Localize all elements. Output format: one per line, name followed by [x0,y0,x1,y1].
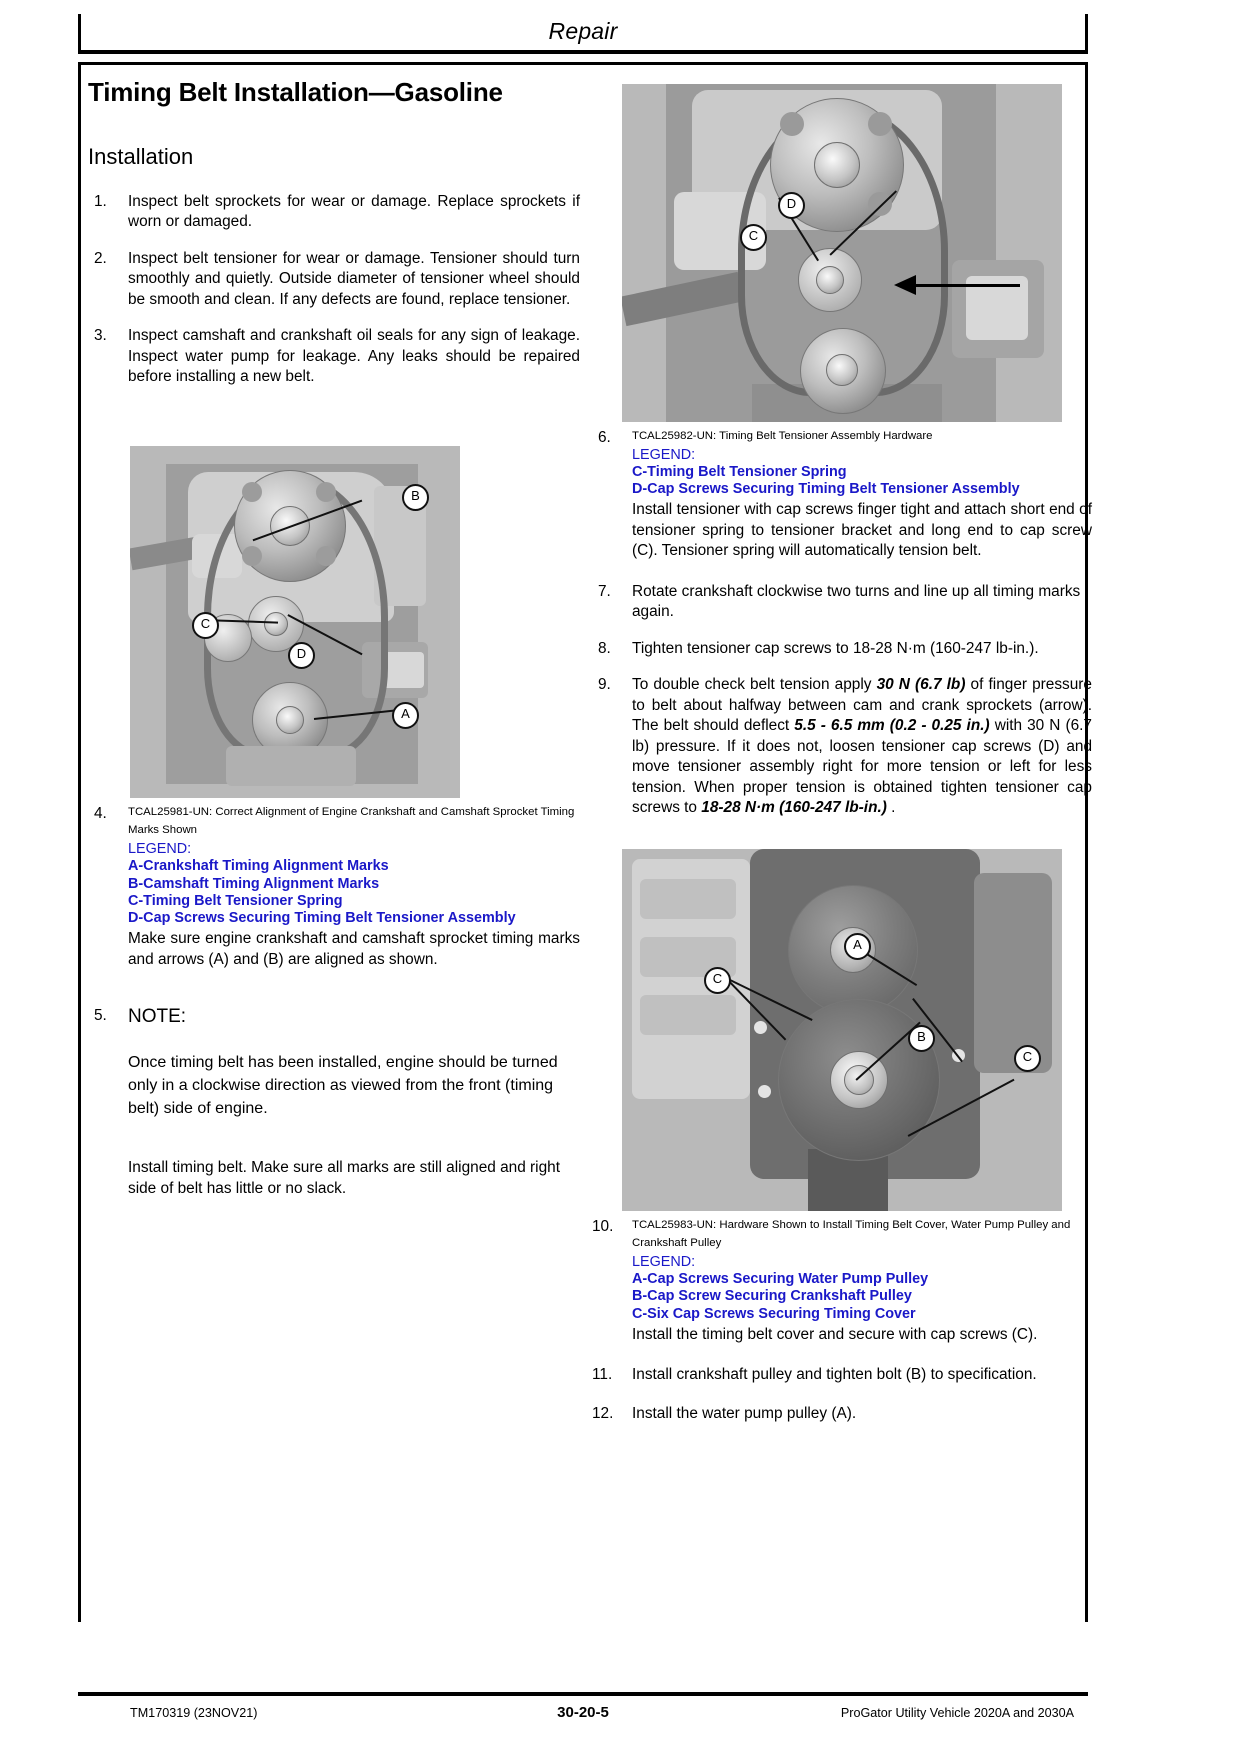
step9-part2: of finger pressure to belt about halfway between cam and crank sprockets (arrow). The belt should deflect [632,676,1092,735]
figure2-legend [632,447,1092,499]
figure1-legend [128,841,580,927]
step9-spec3: 18-28 N·m (160-247 lb-in.) [701,799,887,817]
page-title: Timing Belt Installation—Gasoline [88,77,503,107]
footer-divider [78,1692,1088,1696]
right-column [592,72,1092,1424]
legend-item-c: C-Timing Belt Tensioner Spring [128,892,343,909]
step-number: 12. [592,1404,614,1422]
step-number: 9. [598,676,611,694]
list-item [592,1404,1092,1424]
step-list-right [592,582,1092,819]
step9-part4: . [886,799,896,817]
legend-item-c: C-Six Cap Screws Securing Timing Cover [632,1305,916,1322]
step-list-tail [592,1365,1092,1424]
legend-item-d: D-Cap Screws Securing Timing Belt Tensioner Assembly [632,481,1020,498]
figure3-caption-row [592,1217,1092,1346]
footer-product-name: ProGator Utility Vehicle 2020A and 2030A [840,1706,1074,1720]
callout-b: B [908,1025,935,1052]
step-number: 4. [94,804,107,822]
figure3-caption-line2: Crankshaft Pulley [632,1237,722,1250]
figure3-caption: TCAL25983-UN: Hardware Shown to Install Timing Belt Cover, Water Pump Pulley and [632,1218,1071,1231]
note-label: NOTE: [128,1006,187,1028]
list-item [88,192,580,233]
legend-item-b: B-Cap Screw Securing Crankshaft Pulley [632,1288,912,1305]
figure2-body-text: Install tensioner with cap screws finger tight and attach short end of tensioner spring to tensioner bracket and long end to cap screw (C). Tensioner spring will automatically tension belt. [632,501,1092,560]
figure1-caption: TCAL25981-UN: Correct Alignment of Engine Crankshaft and Camshaft Sprocket Timing [128,805,575,818]
step-number: 10. [592,1217,614,1235]
step-number: 2. [94,249,107,267]
callout-c-left: C [704,967,731,994]
list-item [592,639,1092,659]
step-text: Inspect belt sprockets for wear or damage. Replace sprockets if worn or damaged. [128,193,580,231]
step9-spec2: 5.5 - 6.5 mm (0.2 - 0.25 in.) [794,717,990,735]
page-footer [78,1706,1088,1736]
left-column [88,72,580,1199]
callout-b: B [402,484,429,511]
callout-d: D [778,192,805,219]
step-number: 8. [598,639,611,657]
legend-heading: LEGEND: [128,840,192,857]
list-item [88,249,580,310]
callout-c: C [192,612,219,639]
note-text: Once timing belt has been installed, engine should be turned only in a clockwise direction as viewed from the front (timing belt) side of engine. [128,1054,558,1117]
step9-part3: with 30 N (6.7 lb) pressure. If it does not, loosen tensioner cap screws (D) and move tensioner assembly right for more tension or left for less tension. When proper tension is obtained tighten tensioner cap screws to [632,717,1092,817]
step-number: 1. [94,193,107,210]
figure2-caption: TCAL25982-UN: Timing Belt Tensioner Assembly Hardware [632,430,933,442]
footer-page-number: 30-20-5 [557,1704,609,1721]
step-text: Inspect camshaft and crankshaft oil seals for any sign of leakage. Inspect water pump for leakage. Any leaks should be repaired before installing a new belt. [128,327,580,386]
step-text: Rotate crankshaft clockwise two turns and line up all timing marks again. [632,582,1081,621]
figure1-body-text: Make sure engine crankshaft and camshaft sprocket timing marks and arrows (A) and (B) are aligned as shown. [128,930,580,968]
callout-a: A [844,933,871,960]
legend-item-d: D-Cap Screws Securing Timing Belt Tensioner Assembly [128,910,516,927]
list-item [592,582,1092,623]
figure2-caption-row [592,428,1092,562]
step-number: 3. [94,327,107,345]
legend-heading: LEGEND: [632,1253,696,1270]
list-item [88,326,580,387]
figure-pulley-cover-hardware [622,849,1062,1211]
header-title: Repair [548,18,618,44]
figure3-body-text: Install the timing belt cover and secure with cap screws (C). [632,1325,1038,1343]
note-after-text: Install timing belt. Make sure all marks are still aligned and right side of belt has little or no slack. [128,1159,560,1197]
callout-a: A [392,702,419,729]
list-item [592,1365,1092,1385]
legend-item-a: A-Cap Screws Securing Water Pump Pulley [632,1271,929,1288]
legend-heading: LEGEND: [632,446,696,463]
step9-spec1: 30 N (6.7 lb) [876,676,966,694]
step-number: 5. [94,1007,107,1025]
callout-c-right: C [1014,1045,1041,1072]
figure3-legend [632,1254,1092,1323]
figure-tensioner-hardware [622,84,1062,422]
figure-engine-timing-marks [130,446,460,798]
step-number: 6. [598,429,611,446]
step-text: Install the water pump pulley (A). [632,1404,857,1422]
note-step [88,1006,580,1199]
figure1-caption-row [88,804,580,970]
step-list-left [88,192,580,388]
legend-item-b: B-Camshaft Timing Alignment Marks [128,875,380,892]
legend-item-a: A-Crankshaft Timing Alignment Marks [128,858,389,875]
step-text: Inspect belt tensioner for wear or damage. Tensioner should turn smoothly and quietly. Outside diameter of tensioner wheel should be smooth and clean. If any defects are found, replace tensioner. [128,249,580,308]
figure1-caption-line2: Marks Shown [128,824,198,837]
callout-c: C [740,224,767,251]
subsection-title: Installation [88,144,194,169]
step9-part1: To double check belt tension apply [632,676,877,694]
step-text: Tighten tensioner cap screws to 18-28 N·m (160-247 lb-in.). [632,639,1039,657]
list-item-step9 [592,675,1092,818]
footer-manual-id: TM170319 (23NOV21) [130,1706,258,1720]
step-number: 7. [598,582,611,600]
page-header [78,14,1088,54]
step-number: 11. [592,1366,613,1384]
callout-d: D [288,642,315,669]
step-text: Install crankshaft pulley and tighten bolt (B) to specification. [632,1366,1037,1384]
legend-item-c: C-Timing Belt Tensioner Spring [632,463,847,480]
